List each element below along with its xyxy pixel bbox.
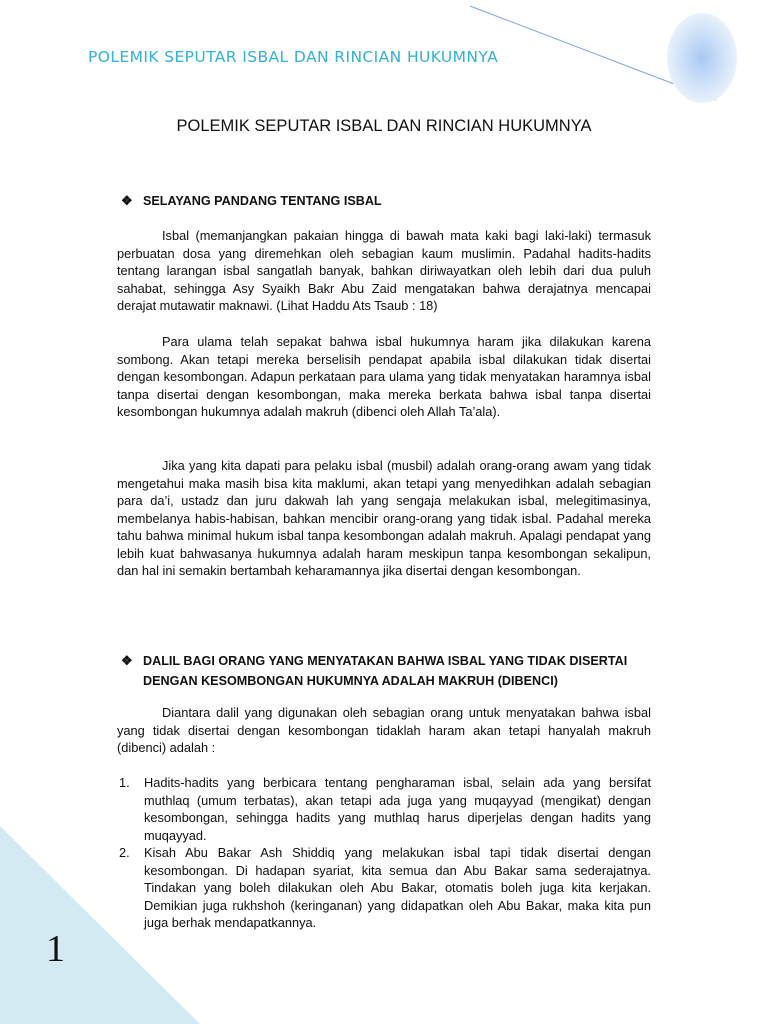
list-item-text: Kisah Abu Bakar Ash Shiddiq yang melakukan isbal tapi tidak disertai dengan kesombongan. Di hadapan syariat, kita semua dan Abu Bakar sama sederajatnya. Tindakan yang boleh dilakukan oleh Abu Bakar, otomatis boleh juga kita kerjakan. Demikian juga rukhshoh (keringanan) yang didapatkan oleh Abu Bakar, maka kita pun juga berhak mendapatkannya. (144, 845, 651, 930)
paragraph: Isbal (memanjangkan pakaian hingga di bawah mata kaki bagi laki-laki) termasuk perbuatan dosa yang diremehkan oleh sebagian kaum muslimin. Padahal hadits-hadits tentang larangan isbal sangatlah banyak, bahkan diriwayatkan oleh lebih dari dua puluh sahabat, sehingga Asy Syaikh Bakr Abu Zaid mengatakan bahwa derajatnya mencapai derajat mutawatir maknawi. (Lihat Haddu Ats Tsaub : 18) (117, 228, 651, 313)
list-item-number: 1. (119, 775, 130, 790)
paragraph: Para ulama telah sepakat bahwa isbal hukumnya haram jika dilakukan karena sombong. Akan tetapi mereka berselisih pendapat apabila isbal dilakukan tidak disertai dengan kesombongan. Adapun perkataan para ulama yang tidak menyatakan haramnya isbal tanpa disertai dengan kesombongan, maka mereka berkata bahwa isbal tanpa disertai kesombongan hukumnya adalah makruh (dibenci oleh Allah Ta’ala). (117, 334, 651, 419)
diamond-bullet-icon: ❖ (121, 653, 133, 668)
section-heading-text: DALIL BAGI ORANG YANG MENYATAKAN BAHWA ISBAL YANG TIDAK DISERTAI DENGAN KESOMBONGAN HUKUMNYA ADALAH MAKRUH (DIBENCI) (143, 654, 628, 688)
paragraph: Diantara dalil yang digunakan oleh sebagian orang untuk menyatakan bahwa isbal yang tidak disertai dengan kesombongan tidaklah haram akan tetapi hanyalah makruh (dibenci) adalah : (117, 705, 651, 755)
page-number: 1 (46, 928, 65, 970)
section-heading-1 (121, 191, 651, 211)
list-item-text: Hadits-hadits yang berbicara tentang pengharaman isbal, selain ada yang bersifat muthlaq (umum terbatas), akan tetapi ada juga yang muqayyad (mengikat) dengan kesombongan, sehingga hadits yang muthlaq harus diperjelas dengan hadits yang muqayyad. (144, 775, 651, 843)
numbered-list (117, 774, 651, 932)
list-item (117, 774, 651, 844)
document-title: POLEMIK SEPUTAR ISBAL DAN RINCIAN HUKUMNYA (176, 117, 592, 135)
diamond-bullet-icon: ❖ (121, 193, 133, 208)
list-item-number: 2. (119, 845, 130, 860)
paragraph: Jika yang kita dapati para pelaku isbal (musbil) adalah orang-orang awam yang tidak mengetahui maka masih bisa kita maklumi, akan tetapi yang menyedihkan adalah sebagian para da’i, ustadz dan juru dakwah lah yang sengaja melakukan isbal, melegitimasinya, membelanya habis-habisan, bahkan mencibir orang-orang yang tidak isbal. Padahal mereka tahu bahwa minimal hukum isbal tanpa kesombongan adalah makruh. Apalagi pendapat yang lebih kuat bahwasanya hukumnya adalah haram meskipun tanpa kesombongan sekalipun, dan hal ini semakin bertambah keharamannya jika disertai dengan kesombongan. (117, 458, 651, 578)
section-heading-text: SELAYANG PANDANG TENTANG ISBAL (143, 194, 382, 208)
decorative-circle (667, 13, 737, 103)
list-item (117, 844, 651, 932)
running-header-title: POLEMIK SEPUTAR ISBAL DAN RINCIAN HUKUMNYA (88, 48, 499, 66)
section-heading-2 (121, 651, 651, 691)
